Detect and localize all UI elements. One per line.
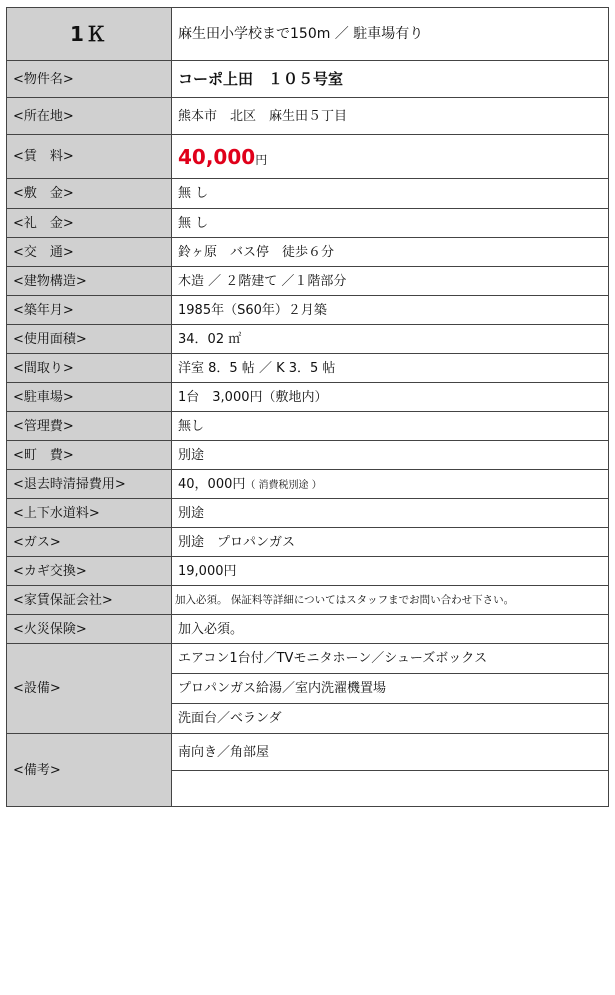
rent-amount: 40,000 [178, 144, 256, 169]
label-guarantor: <家賃保証会社> [7, 586, 172, 615]
value-deposit: 無 し [172, 179, 609, 209]
row-equipment-1 [7, 644, 609, 674]
label-fire-insurance: <火災保険> [7, 615, 172, 644]
row-property-name [7, 61, 609, 98]
label-gas: <ガス> [7, 528, 172, 557]
label-equipment: <設備> [7, 644, 172, 734]
cleaning-fee-note: （ 消費税別途 ） [245, 479, 322, 491]
label-structure: <建物構造> [7, 267, 172, 296]
label-layout: <間取り> [7, 354, 172, 383]
row-remarks-1 [7, 734, 609, 771]
value-remarks-2 [172, 771, 609, 807]
header-row [7, 8, 609, 61]
row-key-money [7, 209, 609, 238]
value-area: 34．02 ㎡ [172, 325, 609, 354]
row-guarantor [7, 586, 609, 615]
row-area [7, 325, 609, 354]
label-rent: <賃 料> [7, 135, 172, 179]
header-summary: 麻生田小学校まで150m ／ 駐車場有り [172, 8, 609, 61]
row-address [7, 98, 609, 135]
value-town-fee: 別途 [172, 441, 609, 470]
label-property-name: <物件名> [7, 61, 172, 98]
label-built: <築年月> [7, 296, 172, 325]
label-area: <使用面積> [7, 325, 172, 354]
value-access: 鈴ヶ原 バス停 徒歩６分 [172, 238, 609, 267]
value-fire-insurance: 加入必須。 [172, 615, 609, 644]
value-equipment-3: 洗面台／ベランダ [172, 704, 609, 734]
row-water [7, 499, 609, 528]
value-address: 熊本市 北区 麻生田５丁目 [172, 98, 609, 135]
label-remarks: <備考> [7, 734, 172, 807]
label-parking: <駐車場> [7, 383, 172, 412]
label-deposit: <敷 金> [7, 179, 172, 209]
value-built: 1985年（S60年）２月築 [172, 296, 609, 325]
value-remarks-1: 南向き／角部屋 [172, 734, 609, 771]
value-property-name: コーポ上田 １０５号室 [172, 61, 609, 98]
cleaning-fee-amount: 40，000円 [178, 476, 246, 492]
row-key-exchange [7, 557, 609, 586]
row-built [7, 296, 609, 325]
label-water: <上下水道料> [7, 499, 172, 528]
value-layout: 洋室 8．5 帖 ／ K 3．5 帖 [172, 354, 609, 383]
row-rent [7, 135, 609, 179]
label-cleaning-fee: <退去時清掃費用> [7, 470, 172, 499]
row-access [7, 238, 609, 267]
row-parking [7, 383, 609, 412]
value-cleaning-fee [172, 470, 609, 499]
row-management-fee [7, 412, 609, 441]
room-type: 1Ｋ [7, 8, 172, 61]
value-management-fee: 無し [172, 412, 609, 441]
label-address: <所在地> [7, 98, 172, 135]
row-fire-insurance [7, 615, 609, 644]
row-structure [7, 267, 609, 296]
value-key-money: 無 し [172, 209, 609, 238]
value-parking: 1台 3,000円（敷地内） [172, 383, 609, 412]
value-equipment-2: プロパンガス給湯／室内洗濯機置場 [172, 674, 609, 704]
rent-unit: 円 [255, 152, 268, 167]
row-cleaning-fee [7, 470, 609, 499]
label-key-exchange: <カギ交換> [7, 557, 172, 586]
label-town-fee: <町 費> [7, 441, 172, 470]
label-management-fee: <管理費> [7, 412, 172, 441]
row-gas [7, 528, 609, 557]
row-layout [7, 354, 609, 383]
value-guarantor: 加入必須。 保証料等詳細についてはスタッフまでお問い合わせ下さい。 [172, 586, 609, 615]
value-gas: 別途 プロパンガス [172, 528, 609, 557]
value-rent [172, 135, 609, 179]
value-equipment-1: エアコン1台付／TVモニタホーン／シューズボックス [172, 644, 609, 674]
value-key-exchange: 19,000円 [172, 557, 609, 586]
value-structure: 木造 ／ ２階建て ／１階部分 [172, 267, 609, 296]
row-town-fee [7, 441, 609, 470]
value-water: 別途 [172, 499, 609, 528]
property-sheet [6, 7, 609, 807]
label-key-money: <礼 金> [7, 209, 172, 238]
row-deposit [7, 179, 609, 209]
label-access: <交 通> [7, 238, 172, 267]
